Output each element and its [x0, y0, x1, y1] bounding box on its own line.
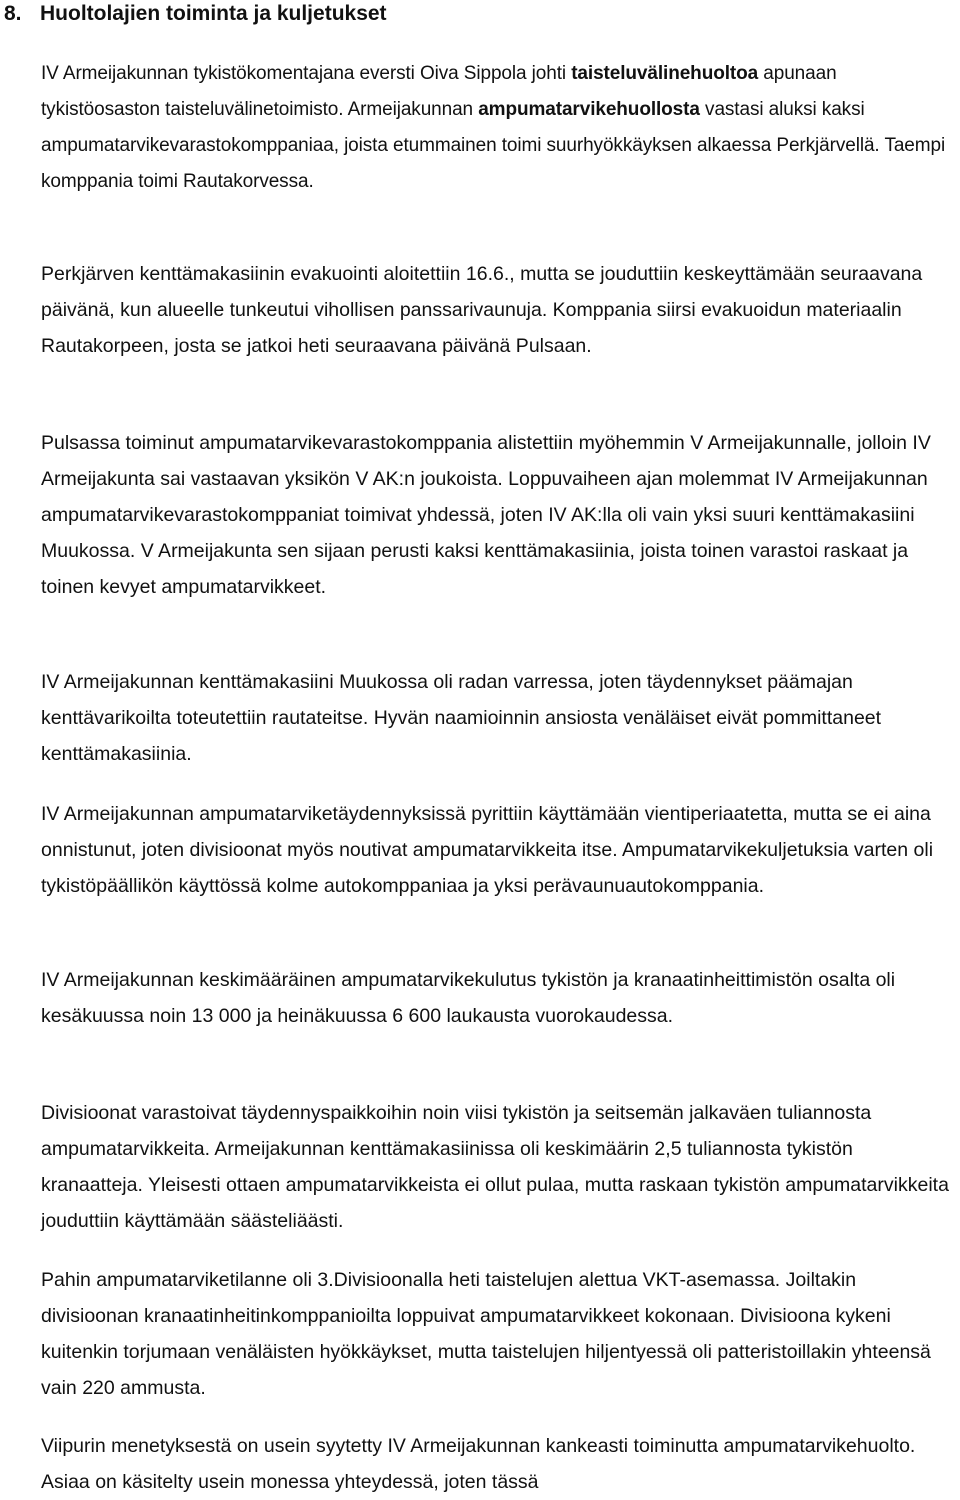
- paragraph-1-bold-term-2: ampumatarvikehuollosta: [478, 99, 700, 120]
- paragraph-8: Pahin ampumatarviketilanne oli 3.Divisioonalla heti taistelujen alettua VKT-asemassa. Joiltakin divisioonan kranaatinheitinkomppanioilta loppuivat ampumatarvikkeet kokonaan. Divisioona kykeni kuitenkin torjumaan venäläisten hyökkäykset, mutta taistelujen hiljentyessä oli patteristoillakin yhteensä vain 220 ammusta.: [41, 1269, 931, 1399]
- paragraph-1-text-a: IV Armeijakunnan tykistökomentajana eversti Oiva Sippola johti: [41, 63, 572, 84]
- paragraph-1: [41, 56, 959, 200]
- paragraph-6: IV Armeijakunnan keskimääräinen ampumatarvikekulutus tykistön ja kranaatinheittimistön osalta oli kesäkuussa noin 13 000 ja heinäkuussa 6 600 laukausta vuorokaudessa.: [41, 969, 896, 1027]
- section-title: Huoltolajien toiminta ja kuljetukset: [40, 2, 387, 25]
- paragraph-9: Viipurin menetyksestä on usein syytetty IV Armeijakunnan kankeasti toiminutta ampumatarvikehuolto. Asiaa on käsitelty usein monessa yhteydessä, joten tässä: [41, 1435, 916, 1493]
- paragraph-3: Pulsassa toiminut ampumatarvikevarastokomppania alistettiin myöhemmin V Armeijakunnalle, jolloin IV Armeijakunta sai vastaavan yksikön V AK:n joukoista. Loppuvaiheen ajan molemmat IV Armeijakunnan ampumatarvikevarastokomppaniat toimivat yhdessä, joten IV AK:lla oli vain yksi suuri kenttämakasiini Muukossa. V Armeijakunta sen sijaan perusti kaksi kenttämakasiinia, joista toinen varastoi raskaat ja toinen kevyet ampumatarvikkeet.: [41, 432, 931, 598]
- paragraph-1-bold-term-1: taisteluvälinehuoltoa: [571, 63, 759, 84]
- paragraph-7: Divisioonat varastoivat täydennyspaikkoihin noin viisi tykistön ja seitsemän jalkaväen tuliannosta ampumatarvikkeita. Armeijakunnan kenttämakasiinissa oli keskimäärin 2,5 tuliannosta tykistön kranaatteja. Yleisesti ottaen ampumatarvikkeista ei ollut pulaa, mutta raskaan tykistön ampumatarvikkeita jouduttiin käyttämään säästeliäästi.: [41, 1102, 949, 1232]
- paragraph-1-text-c: apunaan tykistöosaston taisteluvälinetoimisto. Armeijakunnan: [41, 63, 837, 120]
- section-number: 8.: [4, 2, 22, 25]
- paragraph-4: IV Armeijakunnan kenttämakasiini Muukossa oli radan varressa, joten täydennykset päämajan kenttävarikoilta toteutettiin rautateitse. Hyvän naamioinnin ansiosta venäläiset eivät pommittaneet kenttämakasiinia.: [41, 671, 882, 765]
- section-heading: [4, 0, 387, 28]
- paragraph-5: IV Armeijakunnan ampumatarviketäydennyksissä pyrittiin käyttämään vientiperiaatetta, mutta se ei aina onnistunut, joten divisioonat myös noutivat ampumatarvikkeita itse. Ampumatarvikekuljetuksia varten oli tykistöpäällikön käyttössä kolme autokomppaniaa ja yksi perävaunuautokomppania.: [41, 803, 934, 897]
- paragraph-2: Perkjärven kenttämakasiinin evakuointi aloitettiin 16.6., mutta se jouduttiin keskeyttämään seuraavana päivänä, kun alueelle tunkeutui vihollisen panssarivaunuja. Komppania siirsi evakuoidun materiaalin Rautakorpeen, josta se jatkoi heti seuraavana päivänä Pulsaan.: [41, 263, 923, 357]
- paragraph-1-text-e: vastasi aluksi kaksi ampumatarvikevarastokomppaniaa, joista etummainen toimi suurhyökkäyksen alkaessa Perkjärvellä. Taempi komppania toimi Rautakorvessa.: [41, 99, 946, 192]
